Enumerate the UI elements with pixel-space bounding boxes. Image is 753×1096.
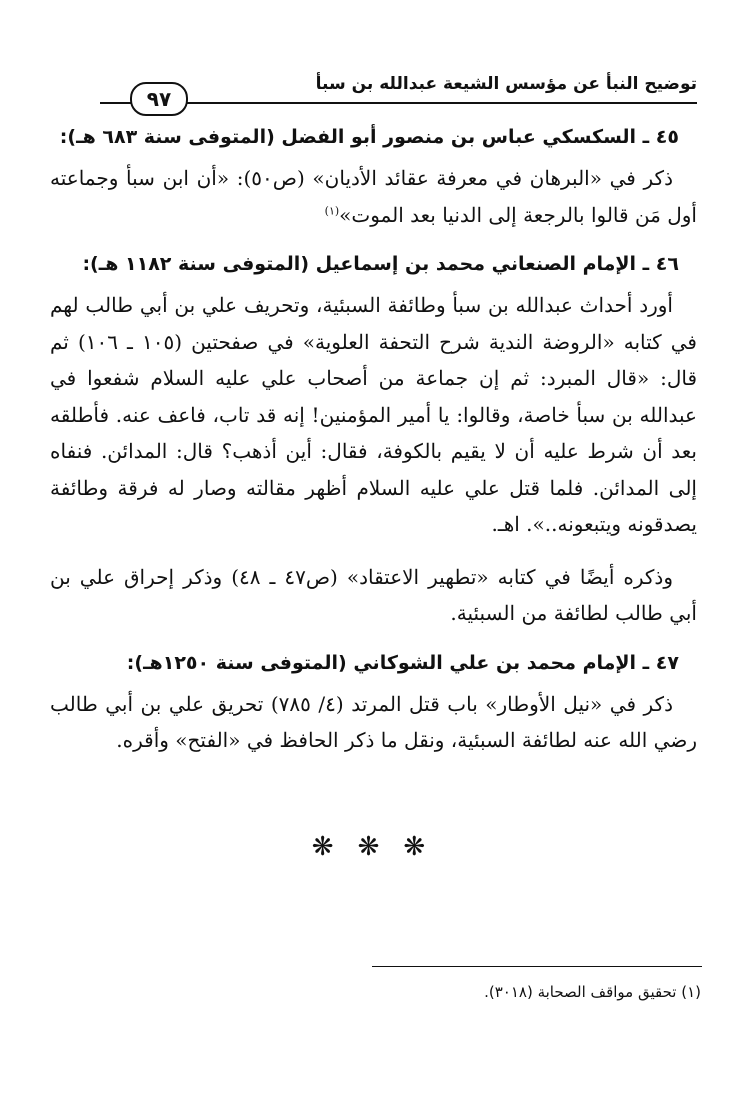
section-separator xyxy=(0,832,753,862)
asterism-icon: ❋ xyxy=(403,832,442,862)
entry-paragraph xyxy=(50,160,697,233)
book-title: توضيح النبأ عن مؤسس الشيعة عبدالله بن سبأ xyxy=(315,74,697,94)
main-text xyxy=(50,122,697,775)
footnote-marker[interactable]: (١) xyxy=(324,203,340,217)
running-header xyxy=(100,72,697,112)
asterism-icon: ❋ xyxy=(311,832,350,862)
header-rule xyxy=(180,102,697,104)
entry-45 xyxy=(50,122,697,233)
entry-heading: ٤٦ ـ الإمام الصنعاني محمد بن إسماعيل (المتوفى سنة ١١٨٢ هـ): xyxy=(82,253,679,275)
entry-paragraph: أورد أحداث عبدالله بن سبأ وطائفة السبئية، وتحريف علي بن أبي طالب لهم في كتابه «الروضة الندية شرح التحفة العلوية» في صفحتين (١٠٥ ـ ١٠٦) ثم قال: «قال المبرد: ثم إن جماعة من أصحاب علي عليه السلام شفعوا في عبدالله بن سبأ خاصة، وقالوا: يا أمير المؤمنين! إنه قد تاب، فاعف عنه. فأطلقه بعد أن شرط عليه أن لا يقيم بالكوفة، فقال: أين أذهب؟ قال: المدائن. فنفاه إلى المدائن. فلما قتل علي عليه السلام أظهر مقالته وصار له فرقة وطائفة يصدقونه ويتبعونه..». اهـ. xyxy=(50,293,698,536)
entry-47 xyxy=(50,648,697,759)
page-number: ٩٧ xyxy=(130,82,188,116)
header-rule-left xyxy=(100,102,132,104)
entry-paragraph: وذكره أيضًا في كتابه «تطهير الاعتقاد» (ص٤٧ ـ ٤٨) وذكر إحراق علي بن أبي طالب لطائفة من السبئية. xyxy=(50,564,697,625)
footnote: (١) تحقيق مواقف الصحابة (٣٠١٨). xyxy=(484,983,701,1001)
footnote-rule xyxy=(372,966,702,967)
entry-paragraph: ذكر في «نيل الأوطار» باب قتل المرتد (٤/ ٧٨٥) تحريق علي بن أبي طالب رضي الله عنه لطائفة السبئية، ونقل ما ذكر الحافظ في «الفتح» وأقره. xyxy=(50,691,697,752)
entry-46 xyxy=(50,249,697,632)
paragraph-text: ذكر في «البرهان في معرفة عقائد الأديان» (ص٥٠): «أن ابن سبأ وجماعته أول مَن قالوا بالرجعة إلى الدنيا بعد الموت» xyxy=(50,166,697,227)
asterism-icon: ❋ xyxy=(357,832,396,862)
entry-heading: ٤٥ ـ السكسكي عباس بن منصور أبو الفضل (المتوفى سنة ٦٨٣ هـ): xyxy=(59,126,679,148)
entry-heading: ٤٧ ـ الإمام محمد بن علي الشوكاني (المتوفى سنة ١٢٥٠هـ): xyxy=(126,651,679,674)
